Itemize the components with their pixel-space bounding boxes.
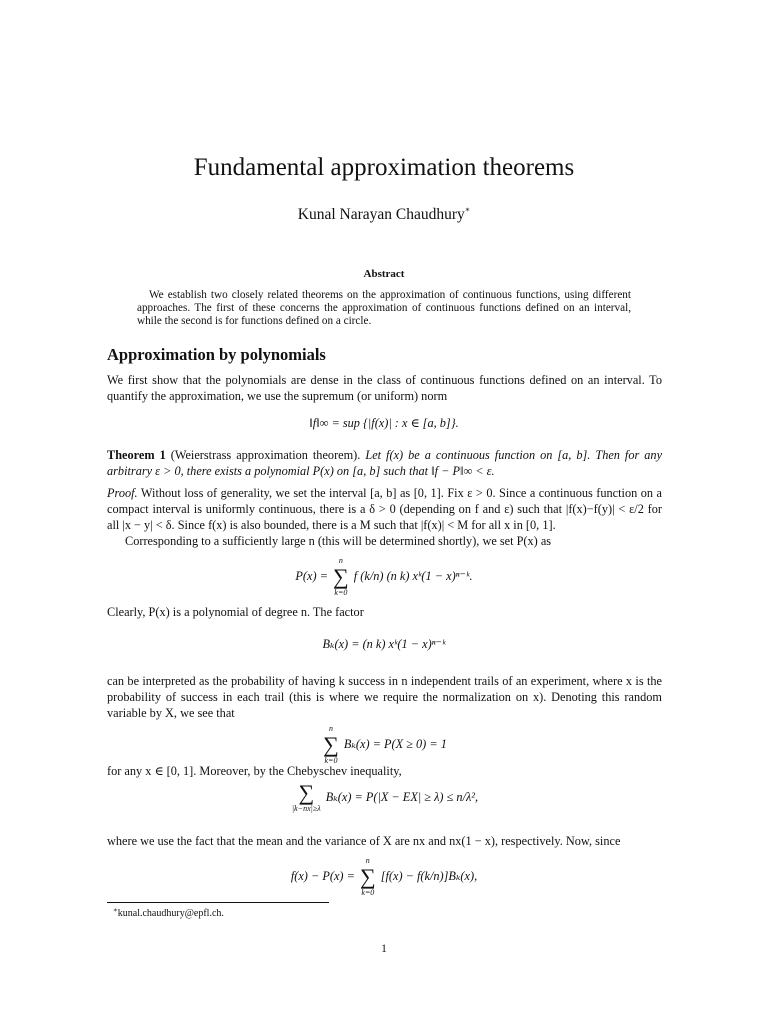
equation-difference-rhs: [f(x) − f(k/n)]Bₖ(x), [380,868,478,883]
abstract-text: We establish two closely related theorems on the approximation of continuous functions, using different approaches. The first of these concerns the approximation of continuous functions defined on an interval, while the second is for functions defined on a circle. [137,289,631,327]
sum-lower-limit: k=0 [334,588,348,597]
paragraph-corresponding: Corresponding to a sufficiently large n (this will be determined shortly), we set P(x) as [125,534,552,548]
equation-difference [0,856,768,898]
sum-upper-limit: n [338,556,343,565]
paper-title: Fundamental approximation theorems [193,154,575,181]
footnote-mark: ∗ [113,906,118,914]
abstract-heading: Abstract [363,268,405,280]
sum-upper-limit: n [365,856,370,865]
proof-label: Proof. [107,486,138,500]
paragraph-probability: can be interpreted as the probability of having k success in n independent trails of an experiment, where x is the probability of success in each trail (this is where we require the normalization on x). Denoting this random variable by X, we see that [107,674,662,720]
paragraph-clearly: Clearly, P(x) is a polynomial of degree n. The factor [107,605,364,619]
equation-sum-bk [0,724,768,766]
sum-lower-limit: k=0 [361,888,375,897]
equation-difference-lhs: f(x) − P(x) = [290,868,355,883]
paragraph-chebyschev: for any x ∈ [0, 1]. Moreover, by the Chebyschev inequality, [107,764,402,778]
proof-paragraph [107,485,662,533]
sum-lower-limit: |k−nx|≥λ [291,804,321,813]
footnote-email: kunal.chaudhury@epfl.ch. [117,908,224,919]
author-name [0,205,768,224]
theorem-name: (Weierstrass approximation theorem). [170,448,361,462]
summation-symbol: n ∑ k=0 [323,724,339,765]
equation-norm: ‖f‖∞ = sup {|f(x)| : x ∈ [a, b]}. [309,416,459,430]
author-text: Kunal Narayan Chaudhury [297,206,465,223]
section-title: Approximation by polynomials [107,345,326,364]
equation-px [0,556,768,598]
paragraph-intro: We first show that the polynomials are dense in the class of continuous functions defined on an interval. To quantify the approximation, we use the supremum (or uniform) norm [107,373,662,403]
sum-lower-limit: k=0 [324,756,338,765]
equation-chebyschev [0,782,768,814]
summation-symbol: n ∑ k=0 [359,856,376,897]
equation-sum-bk-rhs: Bₖ(x) = P(X ≥ 0) = 1 [343,736,447,751]
footnote [113,906,224,919]
equation-px-rhs: f (k/n) (n k) xᵏ(1 − x)ⁿ⁻ᵏ. [353,568,473,583]
theorem-statement: Let f(x) be a continuous function on [a, b]. Then for any arbitrary ε > 0, there exists a polynomial P(x) on [a, b] such that ‖f − P‖∞ < ε. [107,448,663,478]
theorem-label: Theorem 1 [107,448,166,462]
paragraph-mean-variance: where we use the fact that the mean and the variance of X are nx and nx(1 − x), respectively. Now, since [107,834,621,848]
equation-chebyschev-rhs: Bₖ(x) = P(|X − EX| ≥ λ) ≤ n/λ², [325,789,479,804]
footnote-rule [107,902,329,903]
summation-symbol: n ∑ k=0 [333,556,349,597]
summation-symbol: ∑ |k−nx|≥λ [291,780,321,813]
proof-text: Without loss of generality, we set the interval [a, b] as [0, 1]. Fix ε > 0. Since a continuous function on a compact interval is uniformly continuous, there is a δ > 0 (depending on f and ε) such that |f(x)−f(y)| < ε/2 for all |x − y| < δ. Since f(x) is also bounded, there is a M such that |f(x)| < M for all x in [0, 1]. [107,486,662,532]
page-number: 1 [381,943,387,955]
author-footnote-mark: ∗ [464,205,471,214]
equation-bk: Bₖ(x) = (n k) xᵏ(1 − x)ⁿ⁻ᵏ [322,637,446,651]
equation-px-lhs: P(x) = [295,568,328,583]
theorem-1 [107,447,662,479]
sum-upper-limit: n [328,724,333,733]
